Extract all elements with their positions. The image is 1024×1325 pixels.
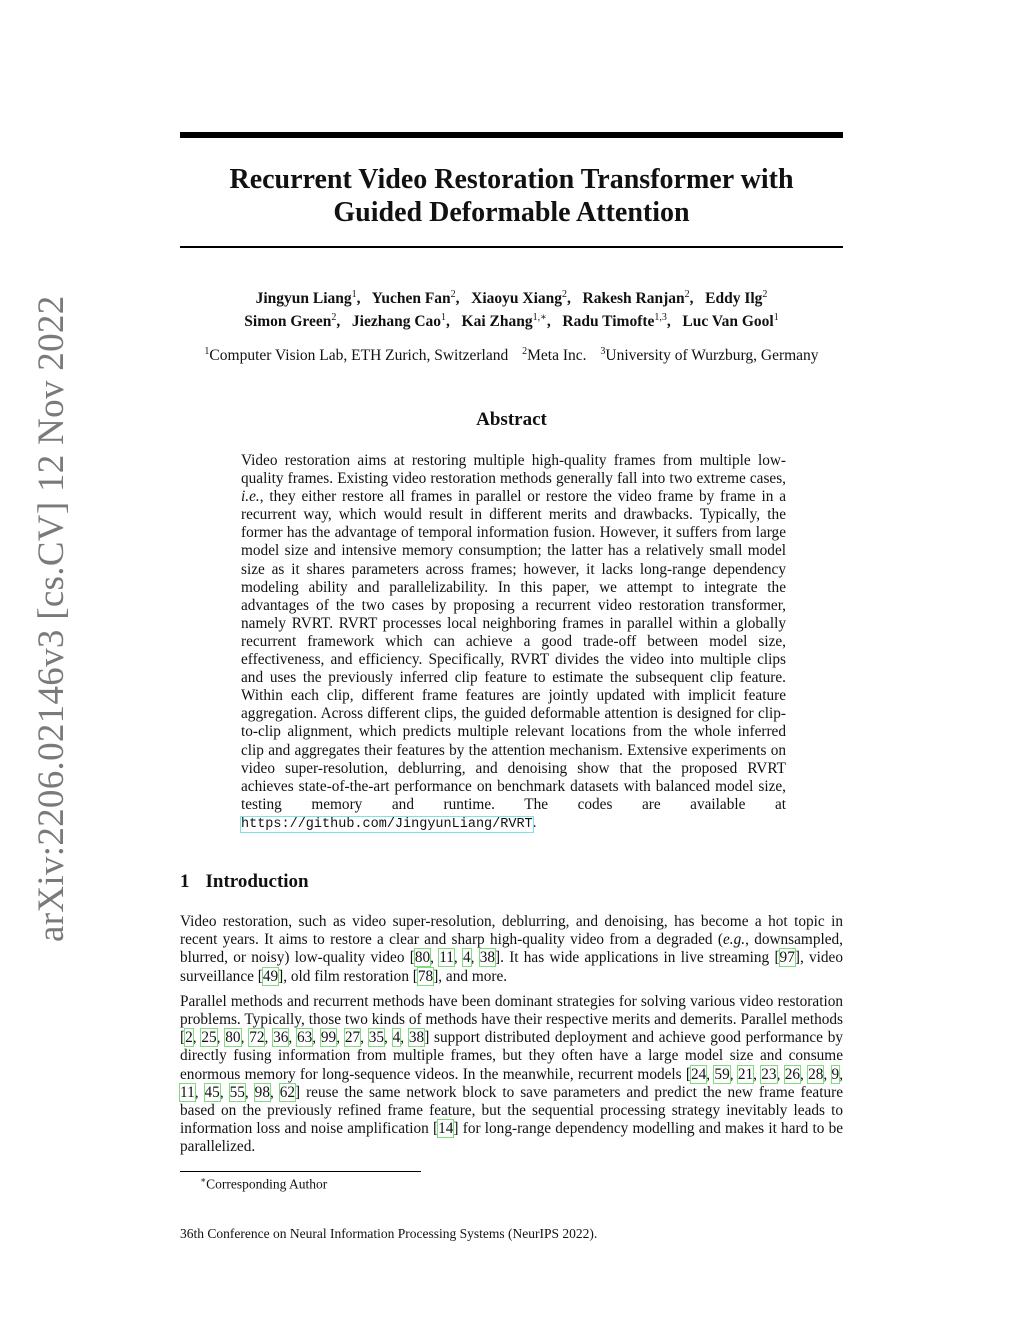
citation-link[interactable]: 36 [273, 1029, 289, 1047]
title-line-1: Recurrent Video Restoration Transformer with [229, 164, 794, 195]
citation-link[interactable]: 78 [417, 967, 434, 985]
citation-link[interactable]: 14 [438, 1120, 454, 1138]
title-bottom-rule [180, 246, 843, 248]
author: Rakesh Ranjan$^2$, [582, 289, 694, 308]
introduction-body [180, 913, 843, 1164]
footnote: ∗Corresponding Author [200, 1175, 328, 1192]
intro-paragraph-1: Video restoration, such as video super-resolution, deblurring, and denoising, has become a hot topic in recent years. It aims to restore a clear and sharp high-quality video from a degraded (e.g., downsampled, blurred, or noisy) low-quality video [80, 11, 4, 38]. It has wide applications in live streaming [97], video surveillance [49], old film restoration [78], and more. [180, 913, 843, 985]
citation-link[interactable]: 2 [185, 1029, 193, 1047]
citation-link[interactable]: 25 [201, 1029, 217, 1047]
author-line-1 [180, 285, 843, 308]
author: Yuchen Fan$^2$, [371, 289, 460, 308]
citation-link[interactable]: 26 [784, 1065, 800, 1083]
author: Jingyun Liang$^1$, [255, 289, 361, 308]
author: Eddy Ilg$^2$ [705, 289, 768, 308]
citation-link[interactable]: 11 [180, 1083, 195, 1101]
citation-link[interactable]: 59 [714, 1065, 730, 1083]
code-repository-link[interactable]: https://github.com/JingyunLiang/RVRT [241, 816, 533, 832]
citation-link[interactable]: 4 [392, 1029, 401, 1047]
citation-link[interactable]: 24 [691, 1065, 707, 1083]
citation-link[interactable]: 62 [279, 1083, 296, 1101]
arxiv-identifier: arXiv:2206.02146v3 [cs.CV] 12 Nov 2022 [31, 295, 72, 942]
affiliations [170, 342, 853, 365]
footnote-rule [180, 1171, 421, 1172]
author-list [180, 285, 843, 331]
citation-link[interactable]: 11 [439, 949, 454, 967]
citation-link[interactable]: 98 [254, 1083, 270, 1101]
author: Kai Zhang$^{1,∗}$, [461, 312, 551, 331]
title-line-2: Guided Deformable Attention [333, 197, 690, 228]
citation-link[interactable]: 27 [344, 1029, 361, 1047]
citation-link[interactable]: 97 [779, 949, 795, 967]
citation-link[interactable]: 28 [808, 1065, 824, 1083]
venue-footer: 36th Conference on Neural Information Processing Systems (NeurIPS 2022). [180, 1226, 598, 1241]
affiliation: $^3$University of Wurzburg, Germany [600, 346, 819, 365]
abstract-heading: Abstract [476, 409, 547, 430]
author: Jiezhang Cao$^1$, [351, 312, 450, 331]
citation-link[interactable]: 38 [479, 949, 496, 967]
abstract-text: Video restoration aims at restoring multiple high-quality frames from multiple low-quality frames. Existing video restoration methods generally fall into two extreme cases, i.e., they either restore all frames in parallel or restore the video frame by frame in a recurrent way, which would result in different merits and drawbacks. Typically, the former has the advantage of temporal information fusion. However, it suffers from large model size and intensive memory consumption; the latter has a relatively small model size as it shares parameters across frames; however, it lacks long-range dependency modeling ability and parallelizability. In this paper, we attempt to integrate the advantages of the two cases by proposing a recurrent video restoration transformer, namely RVRT. RVRT processes local neighboring frames in parallel within a globally recurrent framework which can achieve a good trade-off between model size, effectiveness, and efficiency. Specifically, RVRT divides the video into multiple clips and uses the previously inferred clip feature to estimate the subsequent clip feature. Within each clip, different frame features are jointly updated with implicit feature aggregation. Across different clips, the guided deformable attention is designed for clip-to-clip alignment, which predicts multiple relevant locations from the whole inferred clip and aggregates their features by the attention mechanism. Extensive experiments on video super-resolution, deblurring, and denoising show that the proposed RVRT achieves state-of-the-art performance on benchmark datasets with balanced model size, testing memory and runtime. The codes are available at https://github.com/JingyunLiang/RVRT. [241, 452, 786, 832]
citation-link[interactable]: 23 [761, 1065, 777, 1083]
citation-link[interactable]: 72 [249, 1029, 265, 1047]
citation-link[interactable]: 35 [368, 1029, 385, 1047]
citation-link[interactable]: 21 [737, 1065, 754, 1083]
author: Radu Timofte$^{1,3}$, [562, 312, 671, 331]
citation-link[interactable]: 49 [262, 967, 279, 985]
author: Xiaoyu Xiang$^2$, [471, 289, 571, 308]
author: Simon Green$^2$, [244, 312, 341, 331]
citation-link[interactable]: 80 [225, 1029, 241, 1047]
citation-link[interactable]: 45 [204, 1083, 220, 1101]
affiliation: $^1$Computer Vision Lab, ETH Zurich, Switzerland [204, 346, 509, 365]
author: Luc Van Gool$^1$ [682, 312, 779, 331]
paper-title [180, 163, 843, 229]
citation-link[interactable]: 38 [408, 1029, 425, 1047]
section-heading-introduction: 1 Introduction [180, 871, 309, 892]
affiliation: $^2$Meta Inc. [522, 346, 587, 365]
title-top-rule [180, 132, 843, 138]
citation-link[interactable]: 80 [414, 949, 431, 967]
citation-link[interactable]: 4 [463, 949, 471, 967]
citation-link[interactable]: 99 [320, 1029, 337, 1047]
author-line-2 [180, 308, 843, 331]
intro-paragraph-2: Parallel methods and recurrent methods have been dominant strategies for solving various video restoration problems. Typically, those two kinds of methods have their respective merits and demerits. Parallel methods [2, 25, 80, 72, 36, 63, 99, 27, 35, 4, 38] support distributed deployment and achieve good performance by directly fusing information from multiple frames, but they often have a large model size and consume enormous memory for long-sequence videos. In the meanwhile, recurrent models [24, 59, 21, 23, 26, 28, 9, 11, 45, 55, 98, 62] reuse the same network block to save parameters and predict the new frame feature based on the previously refined frame feature, but the sequential processing strategy inevitably leads to information loss and noise amplification [14] for long-range dependency modelling and makes it hard to be parallelized. [180, 992, 844, 1156]
citation-link[interactable]: 9 [831, 1065, 840, 1083]
citation-link[interactable]: 55 [229, 1083, 245, 1101]
citation-link[interactable]: 63 [297, 1029, 313, 1047]
